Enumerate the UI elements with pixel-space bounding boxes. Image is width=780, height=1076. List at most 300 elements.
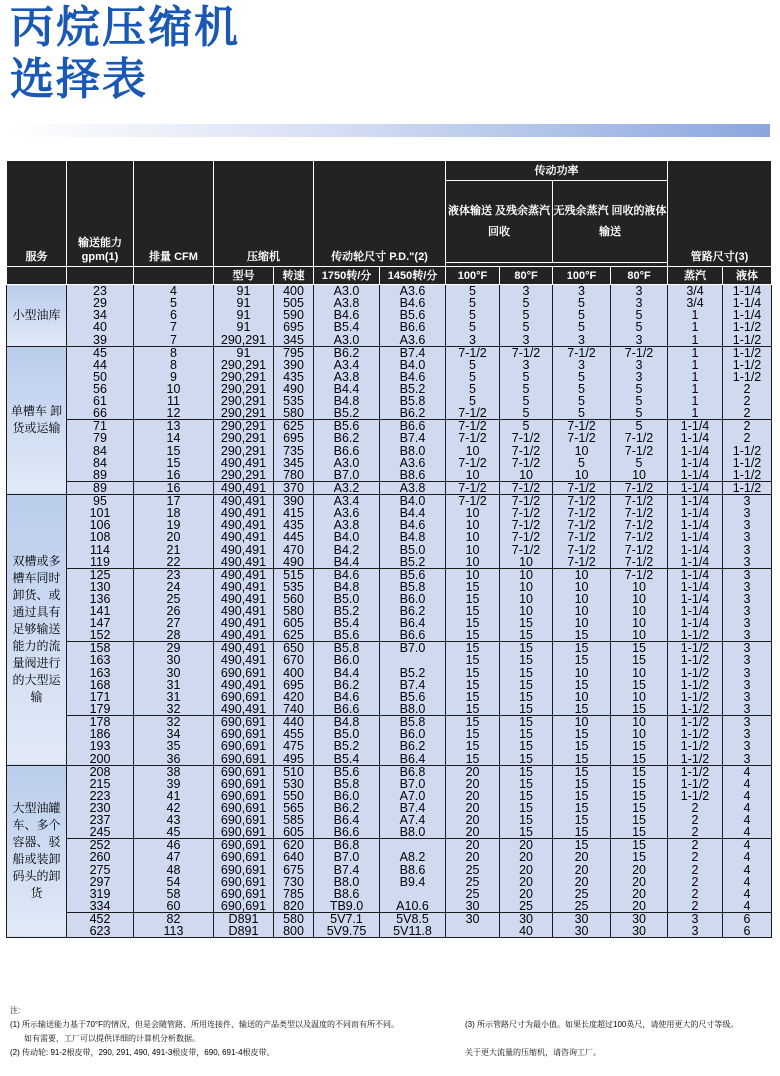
- service-cell: 小型油库: [7, 285, 67, 347]
- table-cell: 7-1/2: [553, 420, 611, 433]
- table-cell: 297: [67, 876, 134, 888]
- table-cell: 7-1/2: [553, 432, 611, 444]
- table-cell: 5V9.75: [314, 925, 380, 938]
- table-row: [7, 420, 772, 433]
- table-cell: 1-1/2: [668, 778, 723, 790]
- service-cell: 大型油罐车、多个容器、驳船或装卸码头的卸货: [7, 765, 67, 938]
- table-cell: 10: [553, 605, 611, 617]
- table-cell: 1-1/4: [668, 519, 723, 531]
- table-cell: 3: [723, 703, 772, 716]
- table-cell: 260: [67, 851, 134, 863]
- table-cell: B5.6: [380, 568, 446, 581]
- table-cell: 34: [134, 728, 214, 740]
- table-cell: 25: [553, 888, 611, 900]
- table-cell: 45: [134, 826, 214, 839]
- table-cell: 40: [500, 925, 553, 938]
- table-cell: 1-1/2: [668, 716, 723, 729]
- table-cell: A3.0: [314, 285, 380, 298]
- table-cell: 30: [553, 925, 611, 938]
- table-cell: 79: [67, 432, 134, 444]
- table-cell: 3: [723, 507, 772, 519]
- table-cell: 54: [134, 876, 214, 888]
- table-cell: 171: [67, 691, 134, 703]
- table-cell: 1-1/4: [723, 285, 772, 298]
- table-cell: 101: [67, 507, 134, 519]
- table-cell: 4: [723, 900, 772, 913]
- table-cell: 1-1/2: [668, 765, 723, 778]
- table-cell: 730: [274, 876, 314, 888]
- table-cell: 15: [611, 654, 668, 666]
- table-cell: 3: [723, 531, 772, 543]
- table-cell: 695: [274, 432, 314, 444]
- table-cell: 15: [446, 629, 500, 642]
- table-cell: 10: [611, 691, 668, 703]
- table-cell: 10: [611, 617, 668, 629]
- table-cell: 490,491: [214, 519, 274, 531]
- table-cell: 208: [67, 765, 134, 778]
- table-cell: 5: [611, 420, 668, 433]
- table-cell: 20: [500, 876, 553, 888]
- table-cell: B4.0: [314, 531, 380, 543]
- table-cell: 20: [446, 839, 500, 852]
- table-cell: 800: [274, 925, 314, 938]
- table-cell: 10: [500, 593, 553, 605]
- table-cell: B7.0: [380, 778, 446, 790]
- table-cell: 3: [723, 728, 772, 740]
- table-row: [7, 900, 772, 913]
- table-cell: 1-1/2: [723, 334, 772, 347]
- table-cell: 91: [214, 309, 274, 321]
- table-cell: 10: [446, 543, 500, 555]
- table-cell: 15: [611, 814, 668, 826]
- table-cell: 4: [723, 778, 772, 790]
- table-cell: 2: [723, 395, 772, 407]
- table-cell: 125: [67, 568, 134, 581]
- table-cell: 15: [500, 642, 553, 655]
- table-row: [7, 728, 772, 740]
- table-cell: 10: [446, 568, 500, 581]
- table-cell: 3: [611, 285, 668, 298]
- table-cell: 2: [668, 900, 723, 913]
- table-cell: 10: [611, 716, 668, 729]
- table-row: [7, 481, 772, 494]
- note-head: 注:: [10, 1006, 21, 1015]
- table-cell: 15: [134, 457, 214, 469]
- table-cell: 2: [723, 407, 772, 420]
- table-cell: 20: [553, 863, 611, 875]
- header-compressor: 压缩机: [214, 161, 314, 267]
- header-pulley: 传动轮尺寸 P.D."(2): [314, 161, 446, 267]
- table-cell: 345: [274, 457, 314, 469]
- table-row: [7, 691, 772, 703]
- table-cell: 43: [134, 814, 214, 826]
- table-cell: 440: [274, 716, 314, 729]
- table-cell: 10: [611, 728, 668, 740]
- table-cell: 5: [553, 297, 611, 309]
- table-cell: 795: [274, 346, 314, 359]
- table-row: [7, 778, 772, 790]
- table-cell: 15: [500, 814, 553, 826]
- table-cell: 10: [553, 581, 611, 593]
- table-cell: 21: [134, 543, 214, 555]
- table-cell: 25: [446, 876, 500, 888]
- table-cell: 245: [67, 826, 134, 839]
- table-cell: 11: [134, 395, 214, 407]
- table-cell: 15: [446, 654, 500, 666]
- table-cell: 17: [134, 494, 214, 507]
- table-cell: 10: [446, 445, 500, 457]
- table-cell: 15: [611, 778, 668, 790]
- table-cell: 1-1/4: [668, 469, 723, 482]
- table-cell: B5.8: [314, 778, 380, 790]
- table-cell: 510: [274, 765, 314, 778]
- table-cell: 7-1/2: [611, 432, 668, 444]
- table-cell: 3: [723, 654, 772, 666]
- table-cell: 30: [446, 913, 500, 926]
- table-cell: 5: [500, 371, 553, 383]
- table-cell: B5.2: [314, 407, 380, 420]
- table-cell: B4.0: [380, 359, 446, 371]
- table-cell: B4.6: [314, 309, 380, 321]
- table-row: [7, 469, 772, 482]
- table-cell: 15: [500, 691, 553, 703]
- table-cell: 5: [500, 383, 553, 395]
- table-cell: 690,691: [214, 900, 274, 913]
- table-cell: 490,491: [214, 703, 274, 716]
- table-cell: 30: [134, 654, 214, 666]
- table-cell: 4: [723, 826, 772, 839]
- table-cell: 695: [274, 321, 314, 333]
- table-cell: 4: [134, 285, 214, 298]
- table-cell: 15: [500, 753, 553, 766]
- table-cell: 15: [553, 654, 611, 666]
- table-cell: 5: [553, 407, 611, 420]
- table-cell: 27: [134, 617, 214, 629]
- table-cell: 23: [67, 285, 134, 298]
- table-cell: B4.0: [380, 494, 446, 507]
- table-cell: 625: [274, 629, 314, 642]
- table-cell: 82: [134, 913, 214, 926]
- table-cell: 620: [274, 839, 314, 852]
- table-cell: 15: [611, 851, 668, 863]
- table-cell: A3.8: [380, 481, 446, 494]
- table-cell: B6.6: [380, 321, 446, 333]
- table-cell: B7.0: [314, 851, 380, 863]
- table-cell: 3: [723, 581, 772, 593]
- table-cell: 10: [553, 593, 611, 605]
- table-cell: 15: [446, 593, 500, 605]
- table-cell: 3: [500, 334, 553, 347]
- table-cell: 15: [553, 753, 611, 766]
- table-cell: 22: [134, 556, 214, 569]
- table-cell: 45: [67, 346, 134, 359]
- table-cell: 490,491: [214, 543, 274, 555]
- table-cell: 35: [134, 740, 214, 752]
- table-cell: 490: [274, 383, 314, 395]
- table-cell: B6.2: [314, 679, 380, 691]
- table-cell: 15: [611, 826, 668, 839]
- table-cell: 48: [134, 863, 214, 875]
- table-cell: 15: [134, 445, 214, 457]
- table-cell: 168: [67, 679, 134, 691]
- table-cell: 4: [723, 888, 772, 900]
- table-cell: B7.4: [314, 863, 380, 875]
- table-cell: 452: [67, 913, 134, 926]
- table-cell: 7-1/2: [500, 494, 553, 507]
- table-cell: B4.6: [314, 691, 380, 703]
- table-cell: 1-1/4: [668, 494, 723, 507]
- table-cell: 15: [446, 642, 500, 655]
- table-cell: 490,491: [214, 629, 274, 642]
- table-cell: 5: [611, 309, 668, 321]
- table-cell: B6.6: [380, 629, 446, 642]
- table-cell: 2: [723, 383, 772, 395]
- table-cell: B4.6: [314, 568, 380, 581]
- table-row: [7, 863, 772, 875]
- table-cell: 5: [500, 309, 553, 321]
- table-cell: 2: [668, 851, 723, 863]
- table-cell: 3: [723, 753, 772, 766]
- table-cell: 20: [446, 778, 500, 790]
- table-row: [7, 790, 772, 802]
- table-cell: 1-1/2: [668, 679, 723, 691]
- table-cell: 1-1/4: [668, 543, 723, 555]
- table-cell: 1-1/2: [723, 359, 772, 371]
- table-cell: 10: [611, 629, 668, 642]
- table-cell: 152: [67, 629, 134, 642]
- table-cell: 690,691: [214, 802, 274, 814]
- table-cell: B6.4: [380, 617, 446, 629]
- table-cell: 2: [668, 839, 723, 852]
- table-cell: 10: [500, 581, 553, 593]
- table-cell: 1-1/2: [723, 481, 772, 494]
- table-cell: 1-1/2: [668, 728, 723, 740]
- table-cell: 515: [274, 568, 314, 581]
- table-cell: 16: [134, 469, 214, 482]
- table-cell: B7.0: [314, 469, 380, 482]
- table-cell: 141: [67, 605, 134, 617]
- table-cell: 186: [67, 728, 134, 740]
- table-cell: A3.6: [380, 334, 446, 347]
- table-cell: B5.2: [380, 667, 446, 679]
- table-cell: 61: [67, 395, 134, 407]
- table-cell: 25: [500, 900, 553, 913]
- table-cell: 10: [553, 667, 611, 679]
- table-cell: 1-1/4: [668, 581, 723, 593]
- table-cell: 41: [134, 790, 214, 802]
- table-row: [7, 395, 772, 407]
- table-cell: 535: [274, 395, 314, 407]
- table-cell: 4: [723, 876, 772, 888]
- table-cell: 15: [446, 691, 500, 703]
- table-cell: 15: [500, 679, 553, 691]
- table-cell: 15: [446, 703, 500, 716]
- table-cell: 455: [274, 728, 314, 740]
- table-cell: 20: [611, 888, 668, 900]
- table-cell: 1-1/4: [668, 568, 723, 581]
- table-cell: 290,291: [214, 432, 274, 444]
- table-cell: 30: [553, 913, 611, 926]
- table-cell: 690,691: [214, 863, 274, 875]
- table-cell: B6.2: [314, 346, 380, 359]
- table-cell: A3.6: [380, 285, 446, 298]
- table-cell: 20: [446, 826, 500, 839]
- table-cell: 5: [446, 359, 500, 371]
- table-cell: 5: [553, 383, 611, 395]
- table-cell: 108: [67, 531, 134, 543]
- table-cell: B6.6: [314, 445, 380, 457]
- table-cell: 4: [723, 790, 772, 802]
- table-cell: 690,691: [214, 778, 274, 790]
- table-cell: 230: [67, 802, 134, 814]
- table-cell: 3: [723, 667, 772, 679]
- table-cell: 490,491: [214, 457, 274, 469]
- table-cell: 15: [500, 667, 553, 679]
- table-cell: 1-1/4: [668, 593, 723, 605]
- table-cell: 91: [214, 285, 274, 298]
- table-cell: B5.0: [380, 543, 446, 555]
- table-cell: 91: [214, 297, 274, 309]
- table-cell: 20: [553, 876, 611, 888]
- table-cell: 590: [274, 309, 314, 321]
- table-cell: 7-1/2: [500, 519, 553, 531]
- table-cell: B4.4: [314, 556, 380, 569]
- table-cell: 15: [500, 802, 553, 814]
- table-cell: 7-1/2: [611, 519, 668, 531]
- table-cell: 319: [67, 888, 134, 900]
- table-cell: 18: [134, 507, 214, 519]
- table-cell: 420: [274, 691, 314, 703]
- table-cell: 415: [274, 507, 314, 519]
- table-cell: 475: [274, 740, 314, 752]
- table-cell: 3: [723, 543, 772, 555]
- table-cell: B6.2: [380, 605, 446, 617]
- table-cell: 1: [668, 395, 723, 407]
- table-cell: [380, 654, 446, 666]
- table-cell: 490,491: [214, 581, 274, 593]
- table-cell: 690,691: [214, 851, 274, 863]
- table-cell: 3: [611, 359, 668, 371]
- table-cell: 15: [500, 740, 553, 752]
- table-cell: 3: [723, 556, 772, 569]
- table-cell: 1-1/2: [723, 445, 772, 457]
- table-cell: 490,491: [214, 556, 274, 569]
- table-cell: 1-1/2: [668, 753, 723, 766]
- table-cell: [380, 888, 446, 900]
- table-cell: 1-1/4: [723, 297, 772, 309]
- table-cell: 675: [274, 863, 314, 875]
- table-cell: 3: [723, 605, 772, 617]
- table-cell: 5: [611, 407, 668, 420]
- table-row: [7, 445, 772, 457]
- table-cell: B6.8: [380, 765, 446, 778]
- note-4: 关于更大流量的压缩机，请咨询工厂。: [465, 1048, 601, 1057]
- note-1-continued: 如有需要，工厂可以提供详细的计算机分析数据。: [24, 1034, 200, 1043]
- table-row: [7, 285, 772, 298]
- table-cell: 690,691: [214, 753, 274, 766]
- table-cell: 19: [134, 519, 214, 531]
- table-cell: 20: [611, 900, 668, 913]
- table-cell: 25: [134, 593, 214, 605]
- table-row: [7, 716, 772, 729]
- table-cell: 39: [67, 334, 134, 347]
- table-cell: B6.8: [314, 839, 380, 852]
- table-cell: 4: [723, 839, 772, 852]
- table-cell: 16: [134, 481, 214, 494]
- table-cell: A7.4: [380, 814, 446, 826]
- table-cell: 10: [500, 568, 553, 581]
- table-cell: 20: [446, 790, 500, 802]
- header-no-vapor-recovery: 无残余蒸汽 回收的液体 输送: [553, 181, 668, 263]
- table-cell: 20: [446, 851, 500, 863]
- table-body: [7, 285, 772, 938]
- table-cell: B7.4: [380, 679, 446, 691]
- table-cell: B6.4: [380, 753, 446, 766]
- table-cell: 490,491: [214, 593, 274, 605]
- table-cell: 690,691: [214, 839, 274, 852]
- table-row: [7, 851, 772, 863]
- table-cell: 3/4: [668, 285, 723, 298]
- table-cell: 7-1/2: [500, 507, 553, 519]
- table-row: [7, 925, 772, 938]
- table-row: [7, 913, 772, 926]
- table-cell: 32: [134, 716, 214, 729]
- table-cell: B5.0: [314, 593, 380, 605]
- table-cell: 1-1/4: [668, 507, 723, 519]
- table-cell: 2: [668, 863, 723, 875]
- header-power: 传动功率: [446, 161, 668, 181]
- table-cell: 215: [67, 778, 134, 790]
- table-cell: 252: [67, 839, 134, 852]
- table-cell: B5.2: [380, 383, 446, 395]
- table-cell: 15: [611, 790, 668, 802]
- table-cell: B9.4: [380, 876, 446, 888]
- note-2: (2) 传动轮: 91-2根皮带，290, 291, 490, 491-3根皮带，690, 691-4根皮带。: [10, 1048, 275, 1057]
- table-cell: B4.4: [380, 507, 446, 519]
- table-cell: 223: [67, 790, 134, 802]
- table-cell: 193: [67, 740, 134, 752]
- table-cell: 10: [611, 581, 668, 593]
- table-cell: 10: [134, 383, 214, 395]
- table-cell: A3.4: [314, 494, 380, 507]
- table-cell: 7-1/2: [446, 346, 500, 359]
- table-cell: B8.0: [380, 445, 446, 457]
- table-cell: 9: [134, 371, 214, 383]
- table-cell: B5.6: [314, 765, 380, 778]
- table-cell: 740: [274, 703, 314, 716]
- table-row: [7, 346, 772, 359]
- table-cell: 580: [274, 605, 314, 617]
- table-cell: B5.2: [380, 556, 446, 569]
- table-cell: 690,691: [214, 888, 274, 900]
- table-cell: 10: [611, 605, 668, 617]
- table-cell: B5.2: [314, 740, 380, 752]
- table-cell: B7.4: [380, 802, 446, 814]
- table-cell: 10: [553, 691, 611, 703]
- table-cell: 91: [214, 321, 274, 333]
- header-liq-80f: 80°F: [500, 267, 553, 285]
- table-cell: 290,291: [214, 445, 274, 457]
- table-cell: B5.2: [314, 605, 380, 617]
- table-cell: 2: [668, 888, 723, 900]
- table-cell: B8.6: [380, 863, 446, 875]
- table-cell: 7-1/2: [553, 519, 611, 531]
- table-cell: 15: [611, 642, 668, 655]
- decorative-gradient-band: [8, 124, 770, 137]
- table-cell: 29: [67, 297, 134, 309]
- table-cell: 690,691: [214, 765, 274, 778]
- compressor-selection-table: [6, 160, 772, 938]
